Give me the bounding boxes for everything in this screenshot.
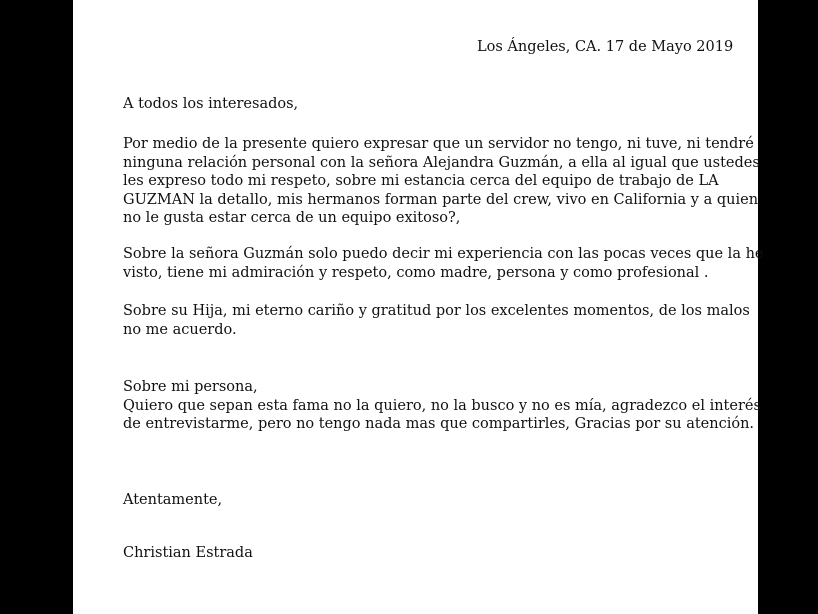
greeting: A todos los interesados,	[123, 96, 299, 112]
date-line: Los Ángeles, CA. 17 de Mayo 2019	[477, 39, 734, 55]
paragraph-line: no le gusta estar cerca de un equipo exitoso?,	[123, 210, 461, 226]
letter-page	[73, 0, 764, 614]
closing: Atentamente,	[123, 492, 223, 508]
paragraph-line: Quiero que sepan esta fama no la quiero, no la busco y no es mía, agradezco el interés	[123, 397, 761, 414]
paragraph-line: de entrevistarme, pero no tengo nada mas que compartirles, Gracias por su atención.	[123, 416, 755, 432]
signature-name: Christian Estrada	[123, 545, 253, 561]
paragraph-line: Sobre su Hija, mi eterno cariño y gratitud por los excelentes momentos, de los malos	[123, 303, 750, 319]
paragraph-line: GUZMAN la detallo, mis hermanos forman parte del crew, vivo en California y a quien	[123, 191, 759, 208]
paragraph-line: Sobre mi persona,	[123, 379, 258, 395]
paragraph-line: no me acuerdo.	[123, 321, 237, 338]
paragraph-about-daughter	[123, 302, 750, 339]
paragraph-line: les expreso todo mi respeto, sobre mi estancia cerca del equipo de trabajo de LA	[123, 173, 719, 189]
paragraph-about-self	[123, 378, 761, 434]
paragraph-line: ninguna relación personal con la señora Alejandra Guzmán, a ella al igual que ustedes	[123, 154, 760, 171]
paragraph-line: Por medio de la presente quiero expresar que un servidor no tengo, ni tuve, ni tendré	[123, 136, 754, 152]
paragraph-line: visto, tiene mi admiración y respeto, como madre, persona y como profesional .	[123, 264, 709, 281]
paragraph-disclaimer	[123, 135, 760, 228]
paragraph-line: Sobre la señora Guzmán solo puedo decir mi experiencia con las pocas veces que la he	[123, 246, 764, 262]
paragraph-about-guzman	[123, 245, 764, 282]
